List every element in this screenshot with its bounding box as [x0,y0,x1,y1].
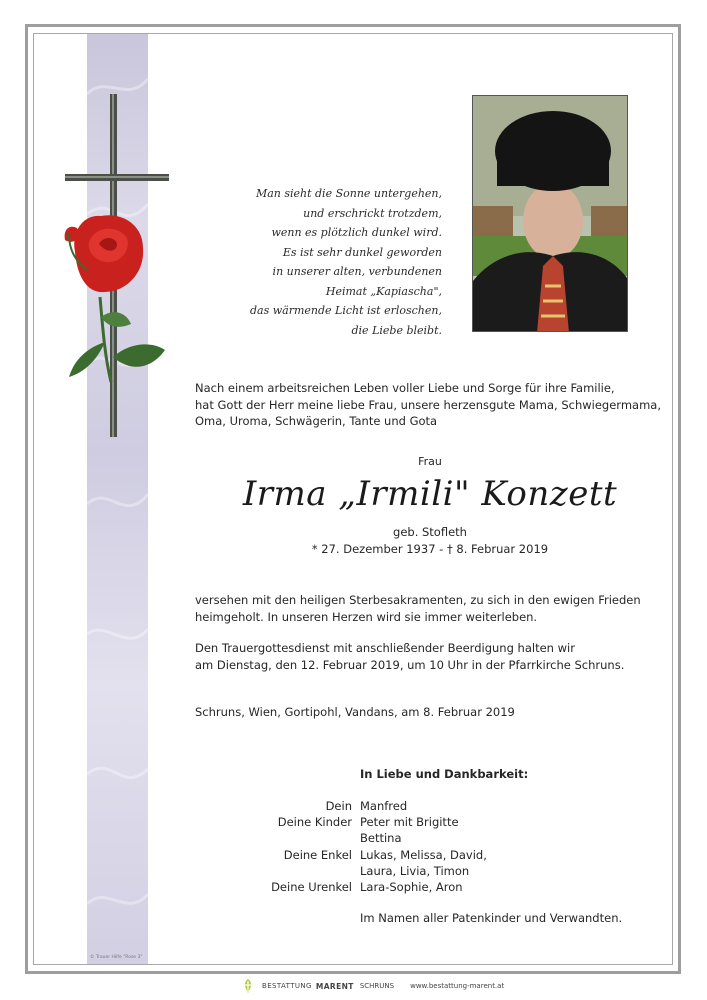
life-dates: * 27. Dezember 1937 - † 8. Februar 2019 [311,542,549,556]
body-line: am Dienstag, den 12. Februar 2019, um 10 Uhr in der Pfarrkirche Schruns. [195,657,625,672]
mourner-names: Laura, Livia, Timon [360,863,470,878]
mourner-relation: Deine Enkel [283,847,352,862]
brand-town: SCHRUNS [359,982,395,990]
poem-line: und erschrickt trotzdem, [303,206,442,220]
brand-prefix: BESTATTUNG [262,982,312,990]
mourner-relation [200,863,360,879]
poem-line: Man sieht die Sonne untergehen, [255,187,442,200]
body-paragraph-1 [195,592,641,625]
poem-line: wenn es plötzlich dunkel wird. [271,226,442,239]
body-line: heimgeholt. In unseren Herzen wird sie immer weiterleben. [195,609,538,624]
intro-line: hat Gott der Herr meine liebe Frau, unsere herzensgute Mama, Schwiegermama, [195,397,661,412]
deceased-name: Irma „Irmili" Konzett [242,474,618,514]
mourner-row [200,830,487,846]
poem-line: das wärmende Licht ist erloschen, [249,304,442,317]
mourners-heading: In Liebe und Dankbarkeit: [360,767,529,781]
brand-name: MARENT [315,981,354,991]
funeral-home-logo-icon [240,978,256,994]
intro-text [195,380,661,430]
mourner-names: Bettina [360,831,402,846]
cross-and-rose [55,92,175,442]
mourner-names: Peter mit Brigitte [360,815,459,830]
image-credit: © Trauer Hilfe "Rose 3" [90,955,143,960]
body-line: versehen mit den heiligen Sterbesakramenten, zu sich in den ewigen Frieden [195,593,641,607]
place-date [195,704,515,721]
place-date-line: Schruns, Wien, Gortipohl, Vandans, am 8. Februar 2019 [195,705,515,719]
website-link[interactable]: www.bestattung-marent.at [410,982,505,990]
body-paragraph-2 [195,640,624,673]
mourner-row [200,863,487,879]
mourner-relation [200,830,360,846]
body-line: Den Trauergottesdienst mit anschließender Beerdigung halten wir [195,641,575,655]
mourner-names: Lara-Sophie, Aron [360,880,463,895]
mourner-relation: Deine Urenkel [271,880,352,895]
poem-line: in unserer alten, verbundenen [272,265,442,278]
mourner-row [200,847,487,863]
closing-line: Im Namen aller Patenkinder und Verwandten. [360,911,623,925]
salutation: Frau [418,455,442,468]
poem-line: Heimat „Kapiascha", [325,284,442,298]
mourner-row [200,814,487,830]
mourner-relation: Dein [325,799,352,813]
portrait-photo [472,95,628,332]
mourner-names: Lukas, Melissa, David, [360,847,487,862]
mourners-list [200,798,487,895]
born-name: geb. Stofleth [393,525,467,539]
mourner-row [200,879,487,895]
poem-line: die Liebe bleibt. [351,323,442,337]
mourner-names: Manfred [360,799,408,813]
intro-line: Nach einem arbeitsreichen Leben voller Liebe und Sorge für ihre Familie, [195,381,615,395]
mourner-row [200,798,487,814]
poem [238,184,442,340]
footer [240,976,504,996]
mourner-relation: Deine Kinder [277,815,352,830]
intro-line: Oma, Uroma, Schwägerin, Tante und Gota [195,414,438,428]
poem-line: Es ist sehr dunkel geworden [282,245,442,259]
